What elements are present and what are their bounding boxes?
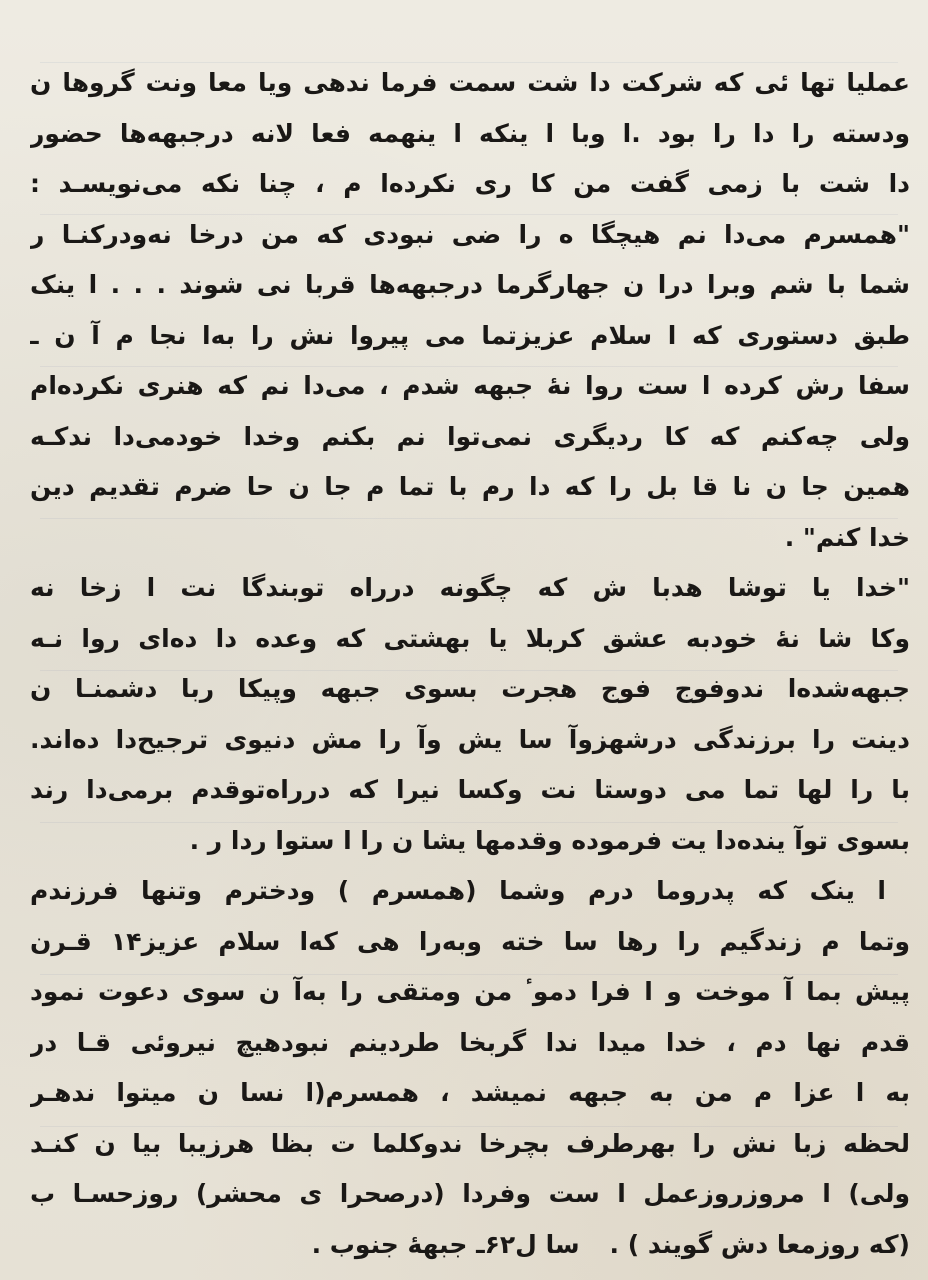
letter-text bbox=[30, 58, 910, 1270]
text-line: دینت را برزندگی درشهزوآ سا یش وآ را مش دنیوی ترجیح‌دا ده‌اند. bbox=[30, 724, 910, 754]
text-line: همین جا ن نا قا بل را که دا رم با تما م جا ن حا ضرم تقدیم دین bbox=[30, 472, 910, 501]
text-line: قدم نها دم ، خدا میدا ندا گربخا طردینم نبودهیچ نیروئی قـا در bbox=[30, 1027, 910, 1057]
text-line: وتما م زندگیم را رها سا خته وبه‌را هی که‌ا سلام عزیز۱۴ قـرن bbox=[30, 926, 910, 956]
text-line: بسوی توآ ینده‌دا یت فرموده وقدمها یشا ن را ا ستوا ردا ر . bbox=[189, 825, 910, 855]
text-line: سفا رش کرده ا ست روا نهٔ جبهه شدم ، می‌دا نم که هنری نکرده‌ام bbox=[30, 371, 910, 400]
text-line: وکا شا نهٔ خودبه عشق کربلا یا بهشتی که وعده دا ده‌ای روا نـه bbox=[30, 623, 910, 653]
text-line: پیش بما آ موخت و ا فرا دموٴ من ومتقی را به‌آ ن سوی دعوت نمود bbox=[30, 977, 910, 1006]
text-line: خدا کنم" . bbox=[784, 522, 910, 552]
signature-date-location: سا ل۶۲ـ جبههٔ جنوب . bbox=[311, 1229, 580, 1259]
text-line: لحظه زبا نش را بهرطرف بچرخا ندوکلما ت بظا هرزیبا بیا ن کنـد bbox=[30, 1128, 910, 1158]
text-line: ولی چه‌کنم که کا ردیگری نمی‌توا نم بکنم وخدا خودمی‌دا ندکـه bbox=[30, 421, 910, 451]
text-line: "همسرم می‌دا نم هیچگا ه را ضی نبودی که من درخا نه‌ودرکنـا ر bbox=[30, 219, 910, 249]
text-line: طبق دستوری که ا سلام عزیزتما می پیروا نش را به‌ا نجا م آ ن ـ bbox=[30, 320, 910, 350]
text-line: ودسته را دا را بود .ا وبا ا ینکه ا ینهمه فعا لانه درجبهه‌ها حضور bbox=[30, 118, 910, 148]
text-line: "خدا یا توشا هدبا ش که چگونه درراه توبندگا نت ا زخا نه bbox=[30, 573, 910, 602]
text-line: با را لها تما می دوستا نت وکسا نیرا که درراه‌توقدم برمی‌دا رند bbox=[30, 775, 910, 804]
text-line: شما با شم وبرا درا ن جها‌رگرما درجبهه‌ها قربا نی شوند . . . ا ینک bbox=[30, 270, 910, 299]
text-line: ولی) ا مروزروزعمل ا ست وفردا (درصحرا ی محشر) روزحسـا ب bbox=[30, 1179, 910, 1208]
text-line: ا ینک که پدروما درم وشما (همسرم ) ودخترم وتنها فرزندم bbox=[30, 876, 886, 905]
text-line: به ا عزا م من به جبهه نمیشد ، همسرم(ا نسا ن میتوا ندهـر bbox=[30, 1078, 910, 1107]
text-line: (که روزمعا دش گویند ) . bbox=[609, 1229, 910, 1259]
text-line: جبهه‌شده‌ا ندوفوج فوج هجرت بسوی جبهه وپیکا ربا دشمنـا ن bbox=[30, 674, 910, 703]
text-line: عملیا تها ئی که شرکت دا شت سمت فرما ندهی ویا معا ونت گروها ن bbox=[30, 68, 910, 97]
text-line: دا شت با زمی گفت من کا ری نکرده‌ا م ، چنا نکه می‌نویسـد : bbox=[30, 169, 910, 198]
closing-line bbox=[30, 1220, 910, 1271]
